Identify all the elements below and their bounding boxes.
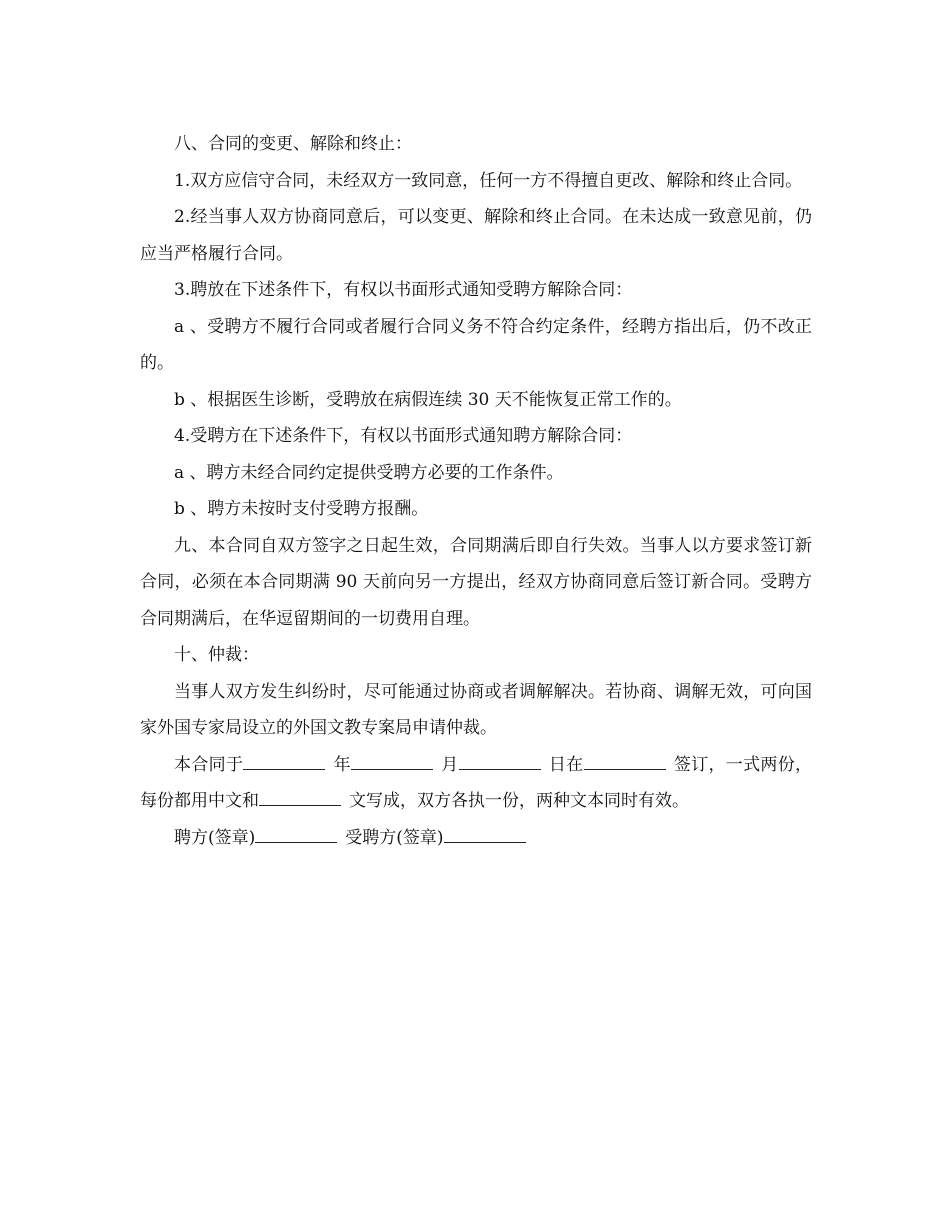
clause-8-3-b: b 、根据医生诊断，受聘放在病假连续 30 天不能恢复正常工作的。 (174, 389, 682, 410)
signature-line (140, 820, 812, 857)
place-blank (584, 755, 666, 770)
signing-month-label: 月 (440, 754, 459, 775)
day-blank (459, 755, 541, 770)
contract-body (140, 126, 812, 856)
employee-signature-blank (444, 828, 526, 843)
signing-year-label: 年 (333, 754, 351, 775)
clause-8-4-a: a 、聘方未经合同约定提供受聘方必要的工作条件。 (174, 462, 564, 483)
signing-signed-text: 签订，一式两份，每份都用中文和 (140, 754, 813, 811)
clause-8-1: 1.双方应信守合同，未经双方一致同意，任何一方不得擅自更改、解除和终止合同。 (174, 170, 803, 191)
clause-8-3: 3.聘放在下述条件下，有权以书面形式通知受聘方解除合同： (174, 280, 633, 300)
section-heading-8: 八、合同的变更、解除和终止： (174, 134, 412, 154)
clause-8-3-a: a 、受聘方不履行合同或者履行合同义务不符合约定条件，经聘方指出后，仍不改正的。 (140, 316, 812, 373)
employee-signature-label: 受聘方(签章) (345, 827, 444, 848)
clause-8-4-b: b 、聘方未按时支付受聘方报酬。 (174, 499, 429, 519)
signing-day-label: 日在 (548, 754, 584, 775)
employer-signature-blank (255, 828, 337, 843)
language-blank (259, 791, 341, 806)
month-blank (351, 755, 433, 770)
year-blank (243, 755, 325, 770)
section-heading-10: 十、仲裁： (174, 645, 259, 665)
clause-8-4: 4.受聘方在下述条件下，有权以书面形式通知聘方解除合同： (174, 426, 633, 446)
clause-8-2: 2.经当事人双方协商同意后，可以变更、解除和终止合同。在未达成一致意见前，仍应当严格履行合同。 (140, 207, 812, 264)
employer-signature-label: 聘方(签章) (174, 827, 256, 848)
section-9: 九、本合同自双方签字之日起生效，合同期满后即自行失效。当事人以方要求签订新合同，必须在本合同期满 90 天前向另一方提出，经双方协商同意后签订新合同。受聘方合同期满后，在华逗留期间的一切费用自理。 (140, 535, 812, 629)
signing-clause (140, 747, 812, 820)
signing-prefix: 本合同于 (174, 754, 244, 775)
signing-suffix: 文写成，双方各执一份，两种文本同时有效。 (349, 791, 689, 811)
arbitration-clause: 当事人双方发生纠纷时，尽可能通过协商或者调解解决。若协商、调解无效，可向国家外国专家局设立的外国文教专案局申请仲裁。 (140, 681, 812, 738)
